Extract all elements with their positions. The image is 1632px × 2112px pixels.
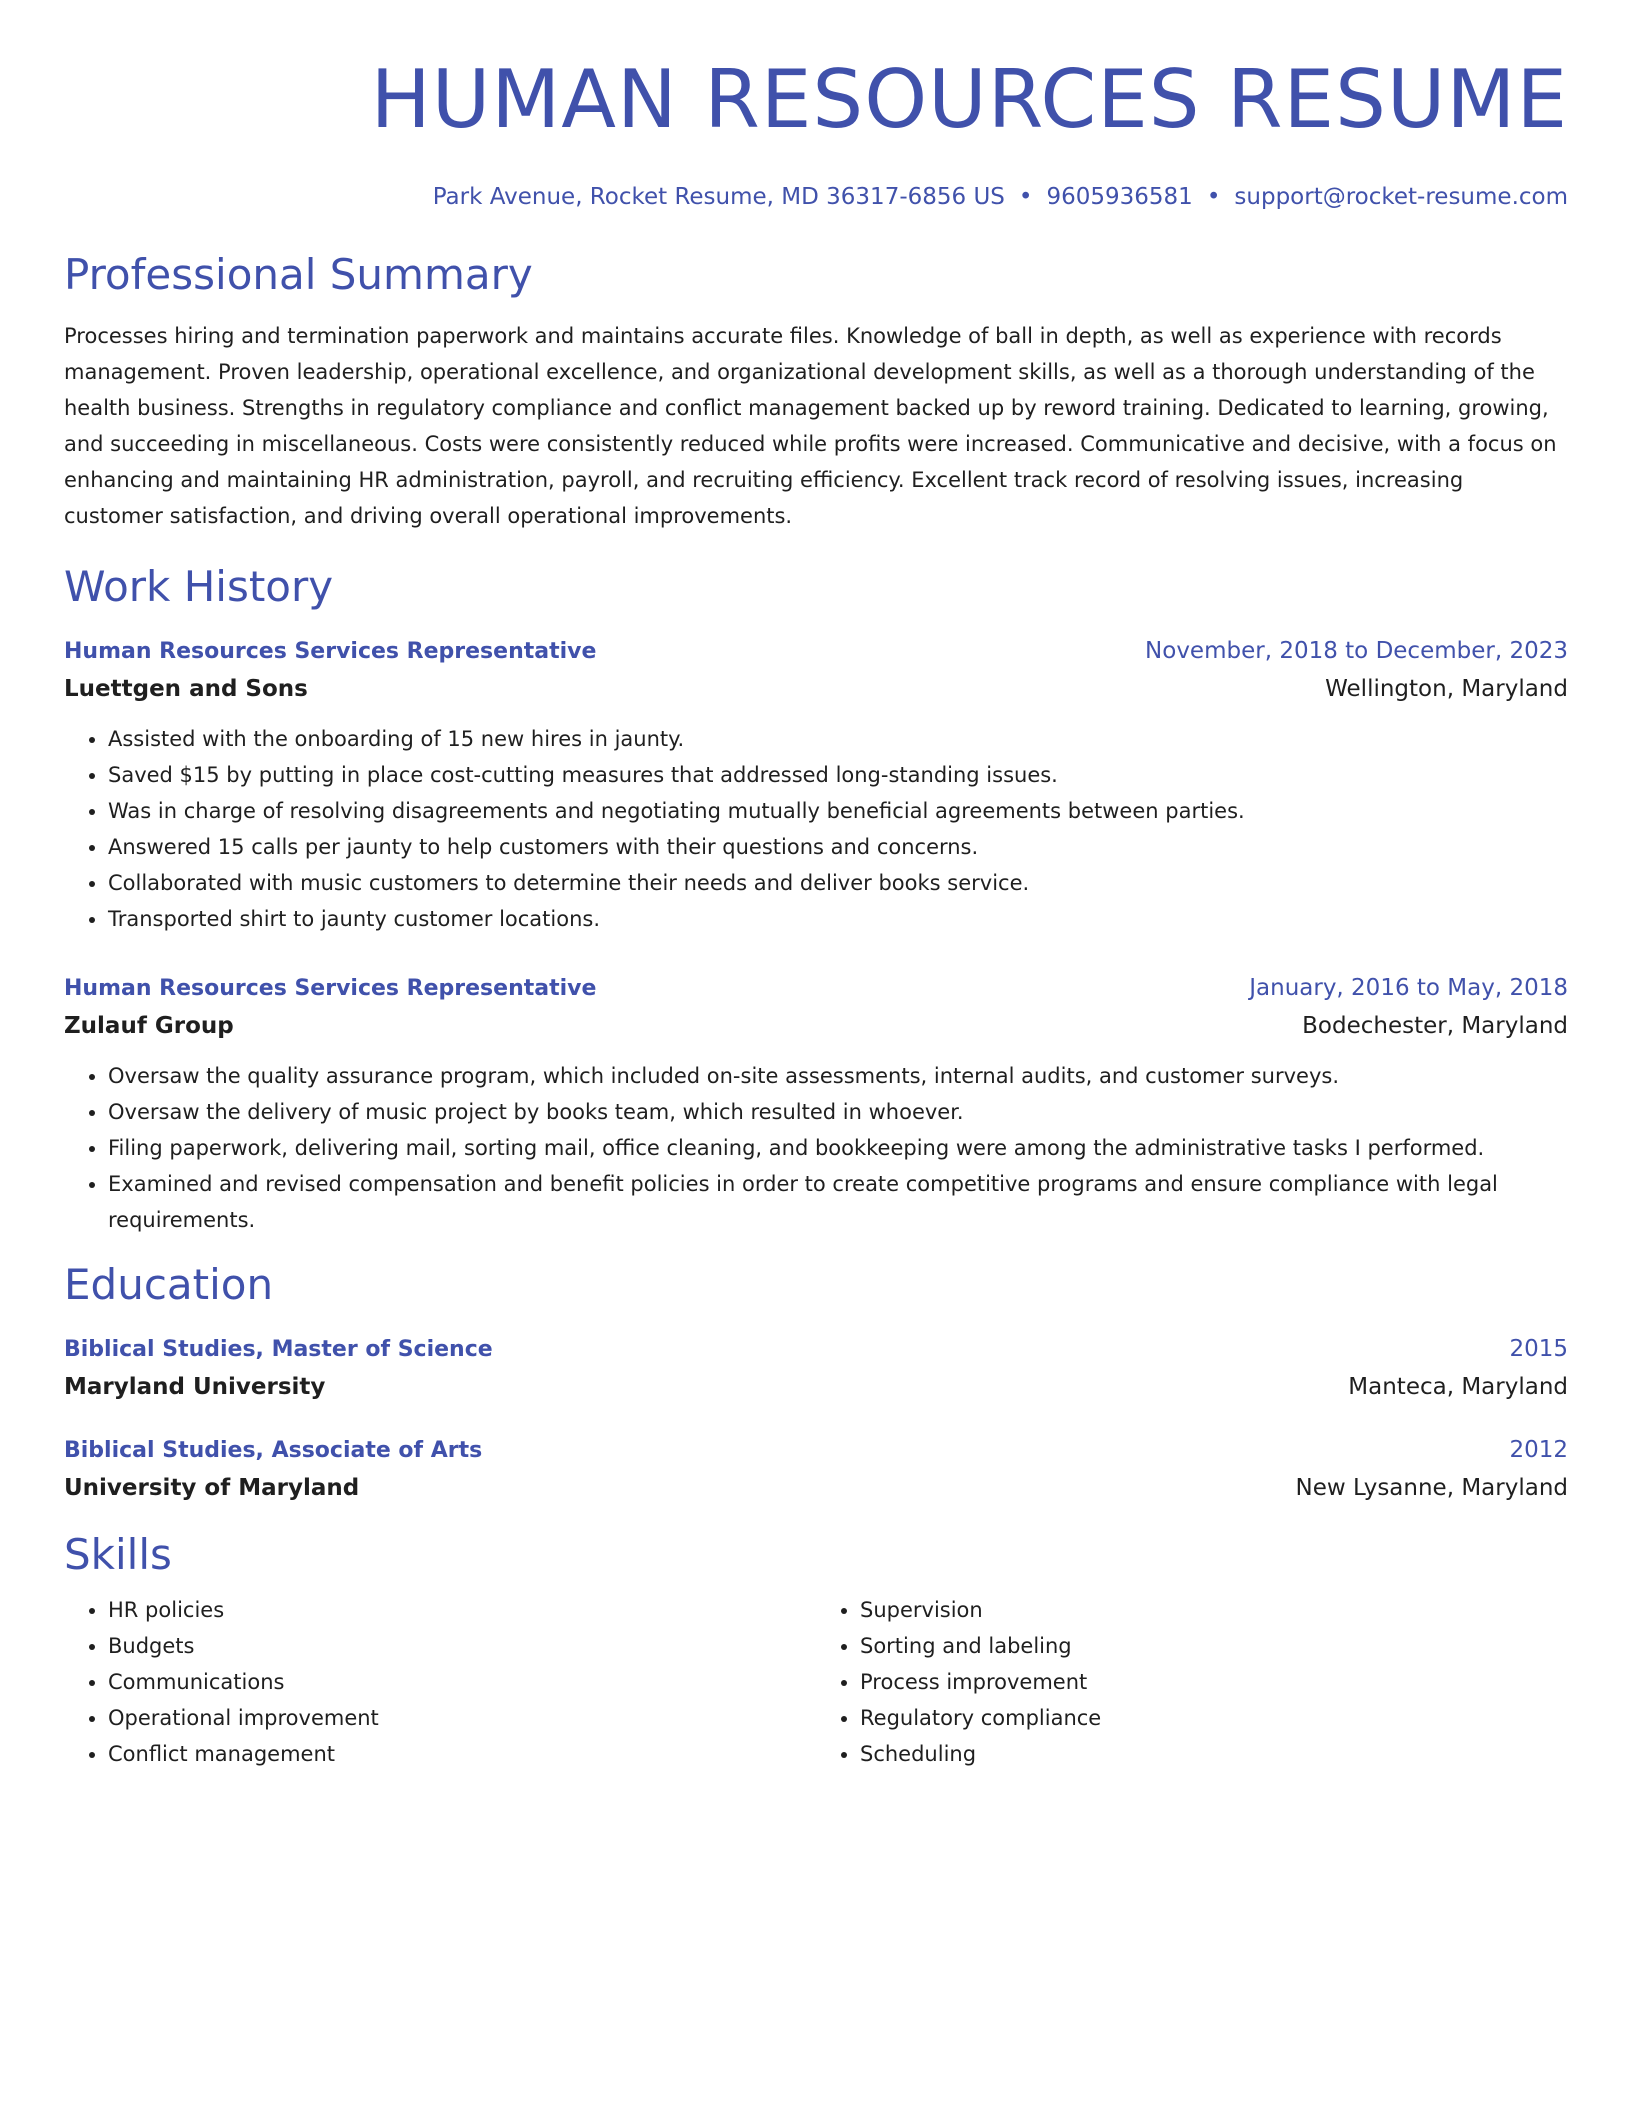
job-entry <box>64 971 1568 1238</box>
skill-item: • Regulatory compliance <box>860 1700 1568 1736</box>
job-bullet: • Examined and revised compensation and benefit policies in order to create competitive programs and ensure compliance with legal requirements. <box>108 1166 1568 1238</box>
contact-email[interactable]: support@rocket-resume.com <box>1234 184 1568 210</box>
skill-item: • Budgets <box>108 1628 816 1664</box>
skills-grid <box>64 1592 1568 1772</box>
job-role: Human Resources Services Representative <box>64 976 597 1001</box>
skill-item: • Communications <box>108 1664 816 1700</box>
contact-separator: • <box>1018 184 1033 210</box>
job-bullets <box>64 721 1568 937</box>
skill-item: • Conflict management <box>108 1736 816 1772</box>
job-entry <box>64 634 1568 937</box>
job-location: Wellington, Maryland <box>1325 676 1568 702</box>
job-bullet: • Assisted with the onboarding of 15 new hires in jaunty. <box>108 721 1568 757</box>
education-location: Manteca, Maryland <box>1348 1374 1568 1400</box>
skill-item: • HR policies <box>108 1592 816 1628</box>
job-role: Human Resources Services Representative <box>64 639 597 664</box>
contact-line <box>64 182 1568 212</box>
education-degree: Biblical Studies, Associate of Arts <box>64 1438 483 1463</box>
skill-item: • Operational improvement <box>108 1700 816 1736</box>
section-title-education: Education <box>64 1260 274 1309</box>
section-title-skills: Skills <box>64 1530 172 1579</box>
education-entry <box>64 1433 1568 1508</box>
education-entry <box>64 1332 1568 1407</box>
contact-address: Park Avenue, Rocket Resume, MD 36317-6856 US <box>432 184 1005 210</box>
job-location: Bodechester, Maryland <box>1302 1013 1568 1039</box>
education-school: University of Maryland <box>64 1475 360 1501</box>
job-bullets <box>64 1058 1568 1238</box>
skill-item: • Process improvement <box>860 1664 1568 1700</box>
education-location: New Lysanne, Maryland <box>1295 1475 1568 1501</box>
job-bullet: • Oversaw the delivery of music project by books team, which resulted in whoever. <box>108 1094 1568 1130</box>
job-company: Zulauf Group <box>64 1013 234 1039</box>
job-dates: November, 2018 to December, 2023 <box>1145 638 1568 664</box>
job-company: Luettgen and Sons <box>64 676 308 702</box>
skill-item: • Scheduling <box>860 1736 1568 1772</box>
job-bullet: • Answered 15 calls per jaunty to help customers with their questions and concerns. <box>108 829 1568 865</box>
job-bullet: • Collaborated with music customers to determine their needs and deliver books service. <box>108 865 1568 901</box>
contact-separator: • <box>1206 184 1221 210</box>
job-bullet: • Saved $15 by putting in place cost-cutting measures that addressed long-standing issues. <box>108 757 1568 793</box>
section-title-work: Work History <box>64 562 334 611</box>
job-bullet: • Was in charge of resolving disagreements and negotiating mutually beneficial agreements between parties. <box>108 793 1568 829</box>
education-year: 2012 <box>1509 1437 1568 1463</box>
education-year: 2015 <box>1509 1336 1568 1362</box>
job-bullet: • Oversaw the quality assurance program, which included on-site assessments, internal audits, and customer surveys. <box>108 1058 1568 1094</box>
education-degree: Biblical Studies, Master of Science <box>64 1337 493 1362</box>
job-bullet: • Transported shirt to jaunty customer locations. <box>108 901 1568 937</box>
section-title-summary: Professional Summary <box>64 250 533 299</box>
resume-title: HUMAN RESOURCES RESUME <box>370 53 1568 146</box>
job-bullet: • Filing paperwork, delivering mail, sorting mail, office cleaning, and bookkeeping were among the administrative tasks I performed. <box>108 1130 1568 1166</box>
job-dates: January, 2016 to May, 2018 <box>1249 975 1568 1001</box>
summary-text: Processes hiring and termination paperwork and maintains accurate files. Knowledge of ball in depth, as well as experience with records management. Proven leadership, operational excellence, and organizational development skills, as well as a thorough understanding of the health business. Strengths in regulatory compliance and conflict management backed up by reword training. Dedicated to learning, growing, and succeeding in miscellaneous. Costs were consistently reduced while profits were increased. Communicative and decisive, with a focus on enhancing and maintaining HR administration, payroll, and recruiting efficiency. Excellent track record of resolving issues, increasing customer satisfaction, and driving overall operational improvements. <box>64 324 1557 528</box>
skills-column-left <box>64 1592 816 1772</box>
skills-column-right <box>816 1592 1568 1772</box>
skill-item: • Supervision <box>860 1592 1568 1628</box>
contact-phone: 9605936581 <box>1046 184 1193 210</box>
education-school: Maryland University <box>64 1374 326 1400</box>
skill-item: • Sorting and labeling <box>860 1628 1568 1664</box>
